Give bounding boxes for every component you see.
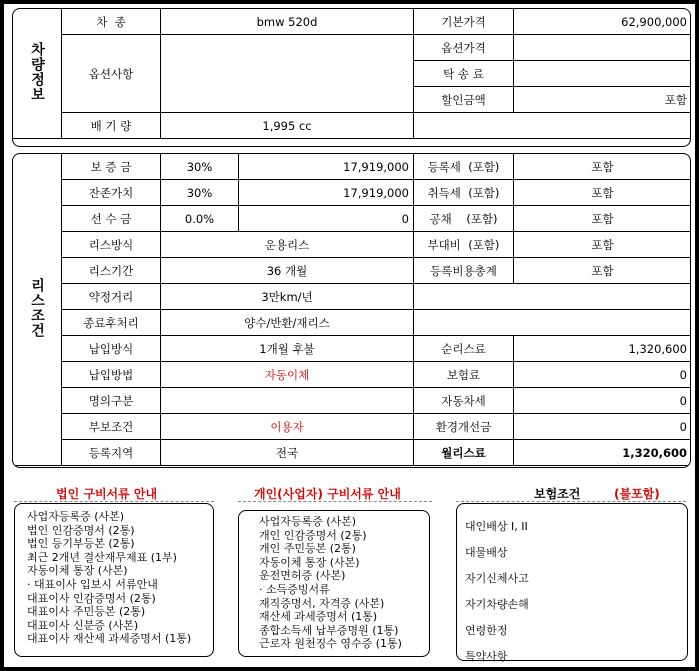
monthly-fee-value: 1,320,600	[514, 440, 692, 466]
end-value: 양수/반환/재리스	[161, 310, 414, 336]
model-value: bmw 520d	[161, 9, 414, 35]
warranty-label: 부보조건	[62, 414, 161, 440]
divider	[238, 501, 432, 502]
residual-pct: 30%	[161, 180, 239, 206]
list-item: 대표이사 신분증 (사본)	[27, 618, 139, 632]
list-item: 자기신체사고	[465, 572, 529, 585]
advance-label: 선 수 금	[62, 206, 161, 232]
advance-pct: 0.0%	[161, 206, 239, 232]
model-label: 차 종	[62, 9, 161, 35]
corporate-docs-list	[27, 510, 191, 646]
monthly-fee-label: 월리스료	[414, 440, 514, 466]
reg-tax-value: 포함	[514, 154, 692, 180]
list-item: 특약사항	[465, 650, 508, 663]
reg-cost-value: 포함	[514, 258, 692, 284]
env-value: 0	[514, 414, 692, 440]
deposit-pct: 30%	[161, 154, 239, 180]
base-price-value: 62,900,000	[514, 9, 692, 35]
car-tax-label: 자동차세	[414, 388, 514, 414]
options-value	[161, 35, 414, 113]
blank-cell	[414, 284, 692, 310]
pay-type-label: 납입방식	[62, 336, 161, 362]
warranty-value: 이용자	[161, 414, 414, 440]
discount-value: 포함	[514, 87, 692, 113]
lease-quote-sheet	[4, 4, 695, 667]
pay-method-label: 납입방법	[62, 362, 161, 388]
pay-type-value: 1개월 후불	[161, 336, 414, 362]
region-label: 등록지역	[62, 440, 161, 466]
pay-method-value: 자동이체	[161, 362, 414, 388]
individual-docs-list	[259, 515, 402, 651]
region-value: 전국	[161, 440, 414, 466]
displacement-value: 1,995 cc	[161, 113, 414, 139]
list-item: 종합소득세 납부증명원 (1통)	[259, 623, 399, 637]
list-item: 대표이사 주민등본 (2통)	[27, 605, 146, 619]
list-item: 근로자 원천징수 영수증 (1통)	[259, 637, 402, 651]
acq-tax-label: 취득세 (포함)	[414, 180, 514, 206]
list-item: 개인 주민등본 (2통)	[259, 542, 356, 556]
list-item: 자동이체 통장 (사본)	[27, 564, 128, 578]
list-item: 자기차량손해	[465, 598, 529, 611]
residual-label: 잔존가치	[62, 180, 161, 206]
period-value: 36 개월	[161, 258, 414, 284]
individual-docs-title: 개인(사업자) 구비서류 안내	[254, 487, 401, 501]
list-item: 재직증명서, 자격증 (사본)	[259, 596, 385, 610]
insurance-title: 보험조건	[534, 487, 581, 501]
list-item: 연령한정	[465, 624, 508, 637]
list-item: 법인 인감증명서 (2통)	[27, 523, 135, 537]
advance-amount: 0	[239, 206, 414, 232]
car-tax-value: 0	[514, 388, 692, 414]
list-item: · 소득증빙서류	[259, 582, 330, 596]
base-price-label: 기본가격	[414, 9, 514, 35]
vehicle-info-section	[12, 8, 691, 147]
reg-tax-label: 등록세 (포함)	[414, 154, 514, 180]
deposit-amount: 17,919,000	[239, 154, 414, 180]
end-label: 종료후처리	[62, 310, 161, 336]
incidental-value: 포함	[514, 232, 692, 258]
list-item: 사업자등록증 (사본)	[259, 515, 357, 528]
list-item: 사업자등록증 (사본)	[27, 510, 125, 523]
owner-label: 명의구분	[62, 388, 161, 414]
insurance-list	[465, 514, 529, 670]
list-item: 대표이사 인감증명서 (2통)	[27, 591, 156, 605]
insurance-fee-label: 보험료	[414, 362, 514, 388]
distance-value: 3만km/년	[161, 284, 414, 310]
list-item: 재산세 과세증명서 (1통)	[259, 610, 378, 624]
bond-value: 포함	[514, 206, 692, 232]
displacement-label: 배 기 량	[62, 113, 161, 139]
delivery-value	[514, 61, 692, 87]
owner-value	[161, 388, 414, 414]
list-item: 대물배상	[465, 546, 508, 559]
list-item: 개인 인감증명서 (2통)	[259, 528, 367, 542]
list-item: 최근 2개년 결산재무제표 (1부)	[27, 550, 177, 564]
lease-side-label: 리스조건	[13, 154, 62, 466]
options-label: 옵션사항	[62, 35, 161, 113]
list-item: 자동이체 통장 (사본)	[259, 555, 360, 569]
insurance-note: (불포함)	[614, 487, 660, 501]
reg-cost-label: 등록비용총계	[414, 258, 514, 284]
discount-label: 할인금액	[414, 87, 514, 113]
option-price-label: 옵션가격	[414, 35, 514, 61]
corporate-docs-title: 법인 구비서류 안내	[56, 487, 158, 501]
corporate-docs-box	[14, 503, 214, 657]
lease-conditions-section	[12, 153, 691, 468]
divider	[14, 501, 214, 502]
residual-amount: 17,919,000	[239, 180, 414, 206]
list-item: 대인배상 I, II	[465, 520, 528, 533]
vehicle-side-label: 차량정보	[13, 9, 62, 139]
insurance-fee-value: 0	[514, 362, 692, 388]
acq-tax-value: 포함	[514, 180, 692, 206]
list-item: 대표이사 재산세 과세증명서 (1통)	[27, 632, 192, 646]
env-label: 환경개선금	[414, 414, 514, 440]
blank-cell	[514, 113, 692, 139]
list-item: · 대표이사 입보시 서류안내	[27, 577, 158, 591]
blank-cell	[414, 310, 692, 336]
blank-cell	[414, 113, 514, 139]
delivery-label: 탁 송 료	[414, 61, 514, 87]
divider	[456, 501, 686, 502]
lease-conditions-table	[12, 153, 691, 466]
insurance-box	[456, 503, 688, 661]
method-value: 운용리스	[161, 232, 414, 258]
option-price-value	[514, 35, 692, 61]
period-label: 리스기간	[62, 258, 161, 284]
method-label: 리스방식	[62, 232, 161, 258]
vehicle-info-table	[12, 8, 691, 139]
distance-label: 약정거리	[62, 284, 161, 310]
list-item: 법인 등기부등본 (2통)	[27, 537, 135, 551]
net-fee-label: 순리스료	[414, 336, 514, 362]
net-fee-value: 1,320,600	[514, 336, 692, 362]
deposit-label: 보 증 금	[62, 154, 161, 180]
list-item: 운전면허증 (사본)	[259, 569, 346, 583]
incidental-label: 부대비 (포함)	[414, 232, 514, 258]
individual-docs-box	[238, 510, 430, 657]
bond-label: 공채 (포함)	[414, 206, 514, 232]
